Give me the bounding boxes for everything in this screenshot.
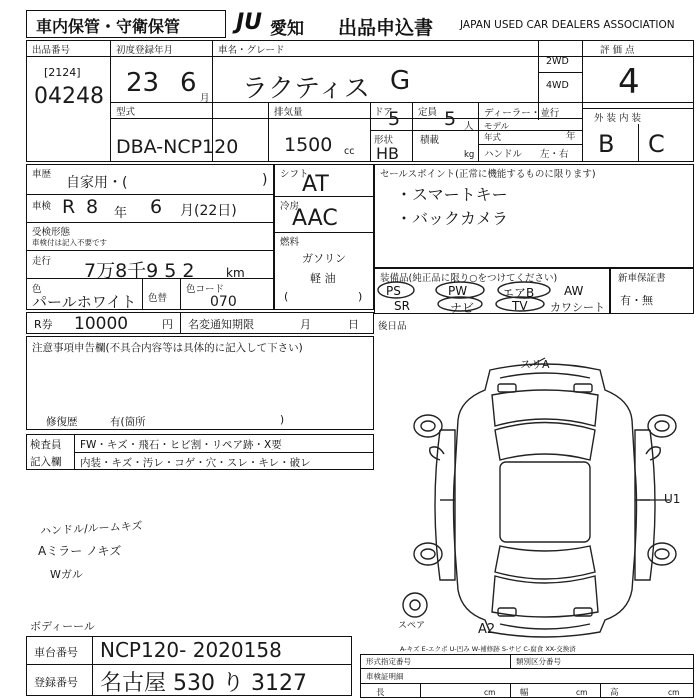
rating: 4 bbox=[618, 62, 640, 102]
interior-line: 内装・キズ・汚レ・コゲ・穴・スレ・キレ・破レ bbox=[80, 457, 311, 469]
cm-unit-2: cm bbox=[576, 688, 588, 697]
transfer-day-unit: 日 bbox=[348, 318, 359, 331]
inspection-day: 月(22日) bbox=[180, 203, 237, 219]
seats-label: 定員 bbox=[418, 107, 438, 118]
warranty-label: 新車保証書 bbox=[618, 273, 666, 284]
color-value: パールホワイト bbox=[32, 293, 137, 311]
equip-kawa: カワシート bbox=[550, 301, 605, 314]
diagram-bottom-mark: A2 bbox=[478, 622, 496, 637]
car-diagram bbox=[400, 350, 690, 640]
logo: JU bbox=[236, 10, 263, 35]
fuel-gas: ガソリン bbox=[302, 252, 346, 265]
inspection-year-unit: 年 bbox=[114, 206, 128, 221]
height-label: 高 bbox=[610, 688, 619, 698]
later-label: 後日品 bbox=[378, 321, 407, 332]
color-label: 色 bbox=[32, 284, 42, 295]
kg-unit: kg bbox=[464, 150, 475, 160]
shift-label: シフト bbox=[280, 169, 309, 180]
doors-value: 5 bbox=[388, 108, 401, 130]
width-label: 幅 bbox=[520, 688, 529, 698]
shape-label: 形状 bbox=[374, 135, 394, 146]
mileage-label: 走行 bbox=[32, 256, 52, 267]
equip-ps: PS bbox=[386, 284, 401, 298]
seats-unit: 人 bbox=[464, 121, 474, 132]
recycle-label: R券 bbox=[34, 318, 53, 331]
record-label: 記入欄 bbox=[30, 456, 62, 468]
notice-label: 注意事項申告欄(不具合内容等は具体的に記入して下さい) bbox=[32, 342, 303, 354]
received-note: 車検付は記入不要です bbox=[32, 238, 107, 247]
first-reg-month: 6 bbox=[180, 68, 197, 98]
equipment-label: 装備品(純正品に限り○をつけてください) bbox=[380, 273, 558, 284]
type-label: 型式 bbox=[116, 107, 136, 118]
fw-line: FW・キズ・飛石・ヒビ割・リペア跡・X要 bbox=[80, 439, 282, 451]
sales-item-1: ・スマートキー bbox=[396, 185, 508, 204]
month-unit: 月 bbox=[200, 93, 210, 104]
rating-label: 評 価 点 bbox=[600, 45, 635, 56]
diagram-legend: A-キズ E-エクボ U-凹み W-補修跡 S-サビ C-腐食 XX-交換済 bbox=[400, 645, 576, 653]
sales-label: セールスポイント(正常に機能するものに限ります) bbox=[380, 169, 596, 180]
plate-label: 登録番号 bbox=[34, 676, 78, 689]
dealer-label: ディーラー・並行 bbox=[484, 108, 560, 119]
inspection-era: R bbox=[62, 196, 76, 218]
handle-label: ハンドル bbox=[484, 149, 523, 160]
shape-value: HB bbox=[376, 144, 400, 163]
fuel-diesel: 軽 油 bbox=[310, 272, 336, 285]
model-label: 車名・グレード bbox=[218, 45, 285, 56]
lot-label: 出品番号 bbox=[32, 45, 71, 56]
equipment-circles bbox=[374, 268, 610, 314]
type-value: DBA-NCP120 bbox=[116, 136, 239, 158]
mileage-value: 7万8千9 5 2 bbox=[84, 260, 195, 282]
displacement-value: 1500 bbox=[284, 134, 333, 156]
inspection-year: 8 bbox=[86, 196, 99, 218]
note-line-1: ハンドル/ルームキズ bbox=[39, 519, 143, 538]
note-line-3: Wガル bbox=[50, 568, 83, 581]
lot-sub: [2124] bbox=[44, 66, 81, 79]
first-reg-year: 23 bbox=[126, 68, 160, 98]
diagram-right-mark: U1 bbox=[664, 492, 681, 506]
cm-unit-1: cm bbox=[484, 688, 496, 697]
received-label: 受検形態 bbox=[32, 227, 71, 238]
repair-label: 修復歴 bbox=[46, 416, 78, 428]
diagram-top-mark: スリA bbox=[520, 358, 550, 371]
sales-item-2: ・バックカメラ bbox=[396, 209, 509, 228]
equip-aw: AW bbox=[564, 284, 584, 298]
warranty-options: 有・無 bbox=[620, 294, 653, 307]
color-code: 070 bbox=[210, 294, 237, 310]
ext-int-label: 外 装 内 装 bbox=[594, 113, 642, 124]
ac-label: 冷房 bbox=[280, 201, 300, 212]
yen-unit: 円 bbox=[162, 318, 173, 331]
format-label: 形式指定番号 bbox=[366, 657, 411, 666]
repair-value: 有(箇所 bbox=[110, 416, 146, 428]
vehicle-label: 車歴 bbox=[32, 169, 52, 180]
storage-label: 車内保管・守衛保管 bbox=[36, 17, 181, 36]
paren-open: ( bbox=[284, 290, 289, 303]
handle-options: 左・右 bbox=[540, 149, 569, 160]
km-unit: km bbox=[226, 266, 245, 280]
year-unit: 年 bbox=[566, 131, 576, 142]
category-label: 類別区分番号 bbox=[516, 657, 561, 666]
equip-sr: SR bbox=[394, 299, 410, 313]
chassis-value: NCP120- 2020158 bbox=[100, 638, 282, 662]
equip-tv: TV bbox=[512, 299, 528, 313]
color-swap-label: 色替 bbox=[148, 293, 168, 304]
drive-4wd: 4WD bbox=[546, 80, 569, 91]
form-title: 出品申込書 bbox=[338, 17, 434, 39]
transfer-label: 名変通知期限 bbox=[188, 318, 254, 331]
repair-close: ) bbox=[280, 414, 285, 426]
inspection-label: 車検 bbox=[32, 201, 52, 212]
cm-unit-3: cm bbox=[668, 688, 680, 697]
ac-value: AAC bbox=[292, 206, 338, 231]
association-name: JAPAN USED CAR DEALERS ASSOCIATION bbox=[460, 19, 675, 31]
inspection-month: 6 bbox=[150, 196, 163, 218]
chassis-label: 車台番号 bbox=[34, 646, 78, 659]
cc-unit: cc bbox=[344, 146, 355, 157]
color-code-label: 色コード bbox=[186, 284, 225, 295]
transfer-month-unit: 月 bbox=[300, 318, 311, 331]
vehicle-value: 自家用・( bbox=[66, 175, 128, 191]
recycle-value: 10000 bbox=[74, 314, 129, 334]
cert-label: 車検証明細 bbox=[366, 672, 404, 681]
drive-2wd: 2WD bbox=[546, 56, 569, 67]
grade: G bbox=[390, 66, 411, 96]
equip-navi: ナビ bbox=[450, 301, 475, 315]
seats-value: 5 bbox=[444, 108, 457, 130]
fuel-label: 燃料 bbox=[280, 237, 300, 248]
equip-airbag: エアB bbox=[502, 286, 535, 300]
model-year-label2: 年式 bbox=[484, 133, 502, 143]
first-reg-label: 初度登録年月 bbox=[116, 45, 174, 56]
load-label: 積載 bbox=[420, 135, 440, 146]
bottom-note: ボディーール bbox=[30, 620, 95, 633]
shift-value: AT bbox=[302, 172, 329, 197]
lot-number: 04248 bbox=[34, 84, 104, 109]
plate-value: 名古屋 530 り 3127 bbox=[100, 671, 307, 696]
spare-label: スペア bbox=[398, 621, 426, 631]
int-grade: C bbox=[648, 130, 665, 158]
org-name: 愛知 bbox=[270, 19, 304, 39]
ext-grade: B bbox=[598, 130, 615, 158]
car-name: ラクティス bbox=[242, 74, 370, 104]
paren-close: ) bbox=[358, 290, 363, 303]
note-line-2: Aミラー ノキズ bbox=[38, 544, 122, 558]
equip-pw: PW bbox=[448, 284, 468, 298]
inspector-label: 検査員 bbox=[30, 439, 62, 451]
vehicle-close: ) bbox=[262, 172, 268, 188]
displacement-label: 排気量 bbox=[274, 107, 303, 118]
length-label: 長 bbox=[376, 688, 385, 698]
doors-label: ドア bbox=[374, 107, 393, 118]
model-year-label: モデル bbox=[484, 122, 510, 132]
